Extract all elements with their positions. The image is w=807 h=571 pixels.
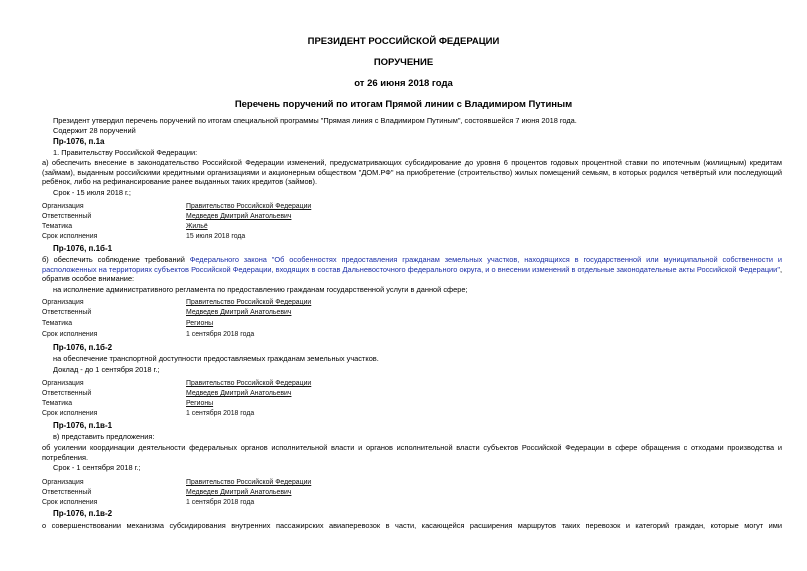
deadline: Срок - 15 июля 2018 г.;: [53, 188, 131, 197]
field-label: Организация: [42, 299, 84, 306]
responsible-link[interactable]: Медведев Дмитрий Анатольевич: [186, 213, 292, 220]
field-label: Срок исполнения: [42, 410, 98, 417]
field-label: Организация: [42, 380, 84, 387]
org-link[interactable]: Правительство Российской Федерации: [186, 299, 312, 306]
section-code: Пр-1076, п.1б-1: [53, 244, 113, 253]
due-value: 1 сентября 2018 года: [186, 410, 255, 417]
doc-subtitle: Перечень поручений по итогам Прямой линии с Владимиром Путиным: [234, 99, 573, 110]
field-label: Тематика: [42, 400, 73, 407]
field-label: Срок исполнения: [42, 233, 98, 240]
field-label: Ответственный: [42, 390, 92, 397]
field-label: Ответственный: [42, 213, 92, 220]
paragraph: в) представить предложения:: [53, 432, 155, 441]
doc-title: ПРЕЗИДЕНТ РОССИЙСКОЙ ФЕДЕРАЦИИ: [307, 36, 500, 47]
responsible-link[interactable]: Медведев Дмитрий Анатольевич: [186, 489, 292, 496]
topic-link[interactable]: Жильё: [186, 223, 208, 230]
field-label: Тематика: [42, 223, 73, 230]
due-value: 1 сентября 2018 года: [186, 499, 255, 506]
responsible-link[interactable]: Медведев Дмитрий Анатольевич: [186, 309, 292, 316]
deadline: Доклад - до 1 сентября 2018 г.;: [53, 365, 160, 374]
paragraph: о совершенствовании механизма субсидирования внутренних пассажирских авиаперевозок в части, касающейся расширения маршрутов таких перевозок и категорий граждан, которые могут ими: [42, 521, 782, 530]
field-label: Ответственный: [42, 489, 92, 496]
paragraph: на исполнение административного регламента по предоставлению гражданам государственной услуги в данной сфере;: [53, 285, 468, 294]
paragraph: об усилении координации деятельности федеральных органов исполнительной власти и органов исполнительной власти субъектов Российской Федерации в сфере обращения с отходами производства и потребления.: [42, 443, 782, 462]
field-label: Ответственный: [42, 309, 92, 316]
section-code: Пр-1076, п.1б-2: [53, 343, 113, 352]
field-label: Срок исполнения: [42, 331, 98, 338]
field-label: Срок исполнения: [42, 499, 98, 506]
doc-date: от 26 июня 2018 года: [354, 78, 453, 89]
field-label: Организация: [42, 203, 84, 210]
due-value: 1 сентября 2018 года: [186, 331, 255, 338]
law-link[interactable]: Федерального закона "Об особенностях предоставления гражданам земельных участков, находящихся в государственной или муниципальной собственности и расположенных на территориях субъектов Российской Федерации, входящих в состав Дальневосточного федерального округа, и о внесении изменений в отдельные законодательные акты Российской Федерации": [42, 255, 783, 274]
paragraph: 1. Правительству Российской Федерации:: [53, 148, 198, 157]
paragraph-text: , обратив особое внимание:: [42, 264, 782, 283]
doc-type: ПОРУЧЕНИЕ: [373, 57, 434, 68]
section-code: Пр-1076, п.1в-1: [53, 421, 113, 430]
field-label: Организация: [42, 479, 84, 486]
paragraph-text: б) обеспечить соблюдение требований: [42, 255, 190, 264]
responsible-link[interactable]: Медведев Дмитрий Анатольевич: [186, 390, 292, 397]
intro-line: Президент утвердил перечень поручений по итогам специальной программы "Прямая линия с Владимиром Путиным", состоявшейся 7 июня 2018 года.: [53, 116, 577, 125]
section-code: Пр-1076, п.1а: [53, 137, 105, 146]
org-link[interactable]: Правительство Российской Федерации: [186, 479, 312, 486]
field-label: Тематика: [42, 320, 73, 327]
topic-link[interactable]: Регионы: [186, 320, 214, 327]
due-value: 15 июля 2018 года: [186, 233, 246, 240]
org-link[interactable]: Правительство Российской Федерации: [186, 380, 312, 387]
deadline: Срок - 1 сентября 2018 г.;: [53, 463, 141, 472]
section-code: Пр-1076, п.1в-2: [53, 509, 113, 518]
paragraph: [42, 255, 782, 284]
paragraph: на обеспечение транспортной доступности предоставляемых гражданам земельных участков.: [53, 354, 379, 363]
paragraph: а) обеспечить внесение в законодательство Российской Федерации изменений, предусматривающих субсидирование до уровня 6 процентов годовых процентной ставки по ипотечным (жилищным) кредитам (займам), выданным российскими кредитными организациями и акционерным обществом "ДОМ.РФ" на приобретение (строительство) жилых помещений семьям, в которых родился четвёртый или последующий ребёнок, либо на рефинансирование ранее выданных таких кредитов (займов).: [42, 158, 782, 186]
org-link[interactable]: Правительство Российской Федерации: [186, 203, 312, 210]
topic-link[interactable]: Регионы: [186, 400, 214, 407]
intro-count: Содержит 28 поручений: [53, 126, 136, 135]
